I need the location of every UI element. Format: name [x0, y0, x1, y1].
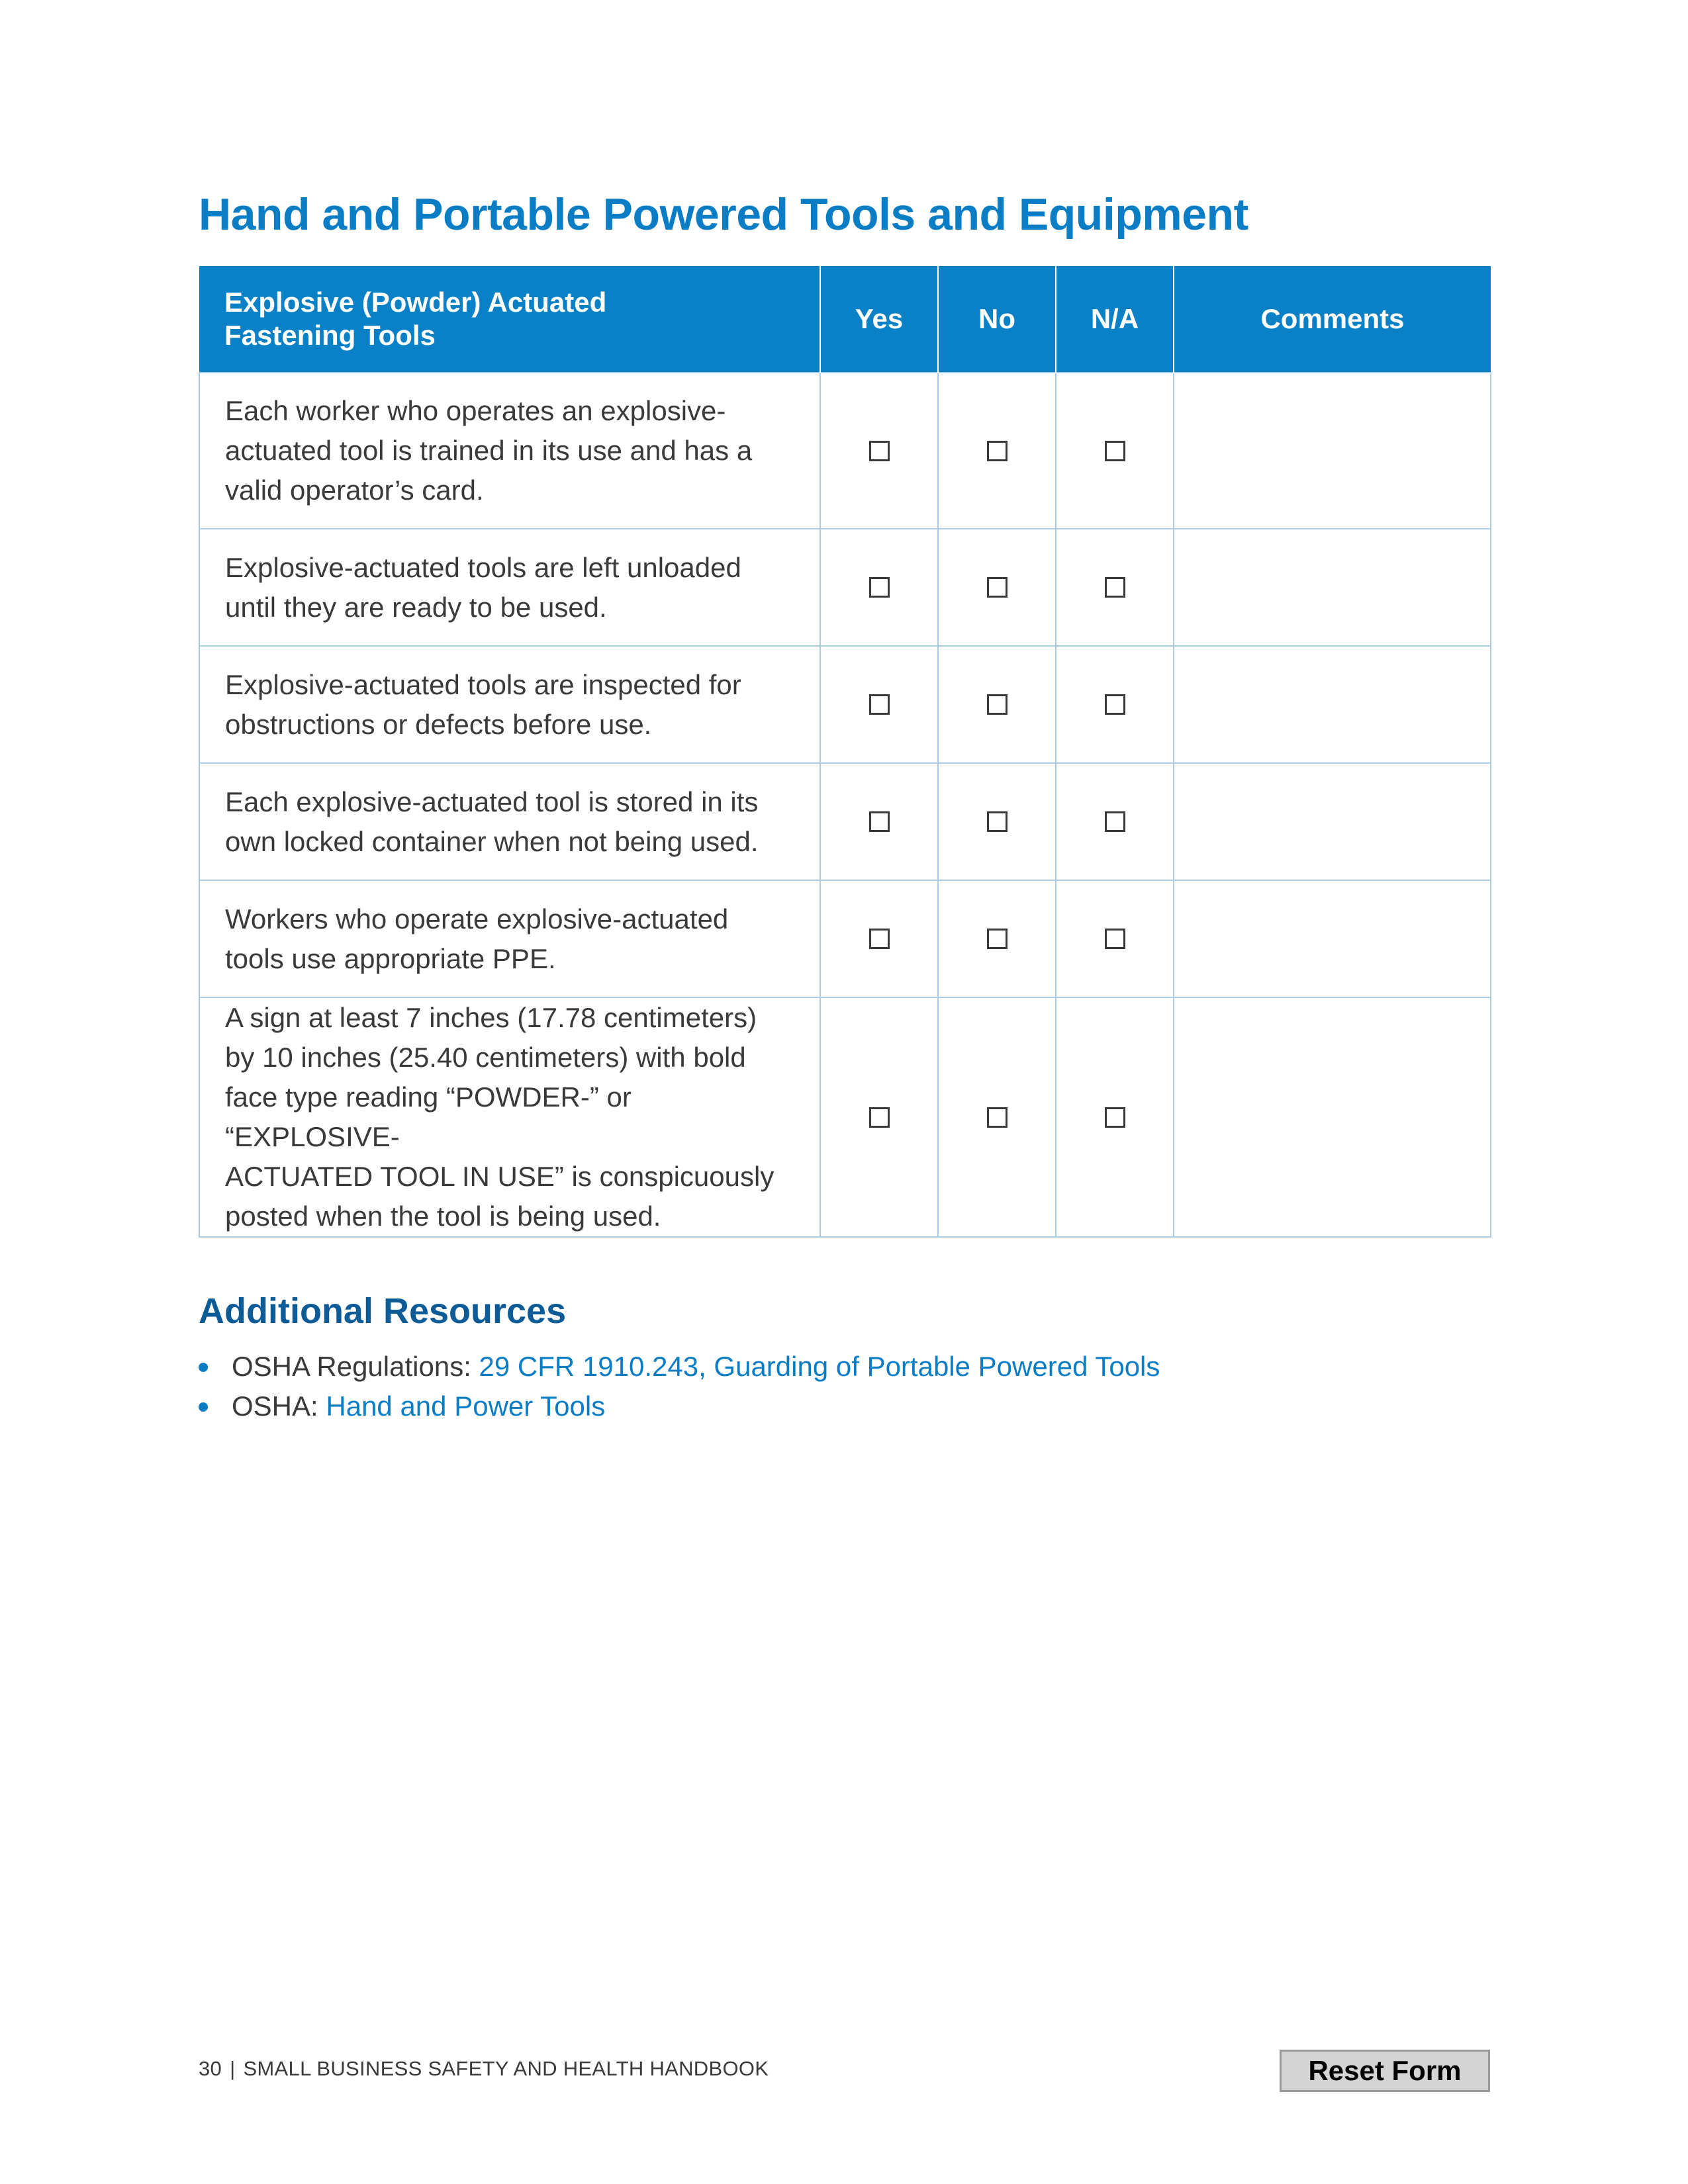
page-number: 30	[199, 2057, 222, 2080]
bullet-icon	[199, 1402, 208, 1412]
na-cell	[1056, 373, 1174, 529]
table-header-row	[199, 266, 1491, 373]
header-comments: Comments	[1174, 266, 1491, 373]
yes-checkbox[interactable]	[869, 694, 890, 715]
na-checkbox[interactable]	[1105, 1107, 1125, 1128]
no-cell	[938, 997, 1056, 1237]
item-text	[199, 529, 820, 646]
na-checkbox[interactable]	[1105, 441, 1125, 461]
header-yes: Yes	[820, 266, 938, 373]
no-checkbox[interactable]	[987, 811, 1008, 832]
na-checkbox[interactable]	[1105, 929, 1125, 949]
item-line: A sign at least 7 inches (17.78 centimeters)	[225, 1002, 757, 1033]
header-item-line1: Explosive (Powder) Actuated	[224, 287, 607, 318]
no-cell	[938, 646, 1056, 763]
comment-field[interactable]	[1174, 997, 1491, 1237]
yes-checkbox[interactable]	[869, 441, 890, 461]
reset-form-button[interactable]: Reset Form	[1280, 2050, 1490, 2092]
header-no: No	[938, 266, 1056, 373]
header-na: N/A	[1056, 266, 1174, 373]
item-text	[199, 997, 820, 1237]
item-text	[199, 880, 820, 997]
na-cell	[1056, 997, 1174, 1237]
page-title: Hand and Portable Powered Tools and Equipment	[199, 189, 1248, 240]
item-line: until they are ready to be used.	[225, 591, 607, 623]
comment-field[interactable]	[1174, 763, 1491, 880]
yes-cell	[820, 646, 938, 763]
item-text	[199, 373, 820, 529]
checklist-table	[199, 266, 1491, 1238]
header-item-line2: Fastening Tools	[224, 320, 436, 351]
yes-checkbox[interactable]	[869, 1107, 890, 1128]
yes-checkbox[interactable]	[869, 929, 890, 949]
resources-list	[199, 1347, 1160, 1426]
yes-checkbox[interactable]	[869, 811, 890, 832]
no-cell	[938, 529, 1056, 646]
yes-cell	[820, 529, 938, 646]
comment-field[interactable]	[1174, 646, 1491, 763]
item-line: ACTUATED TOOL IN USE” is conspicuously	[225, 1161, 774, 1192]
item-line: face type reading “POWDER-” or “EXPLOSIVE-	[225, 1081, 632, 1152]
na-cell	[1056, 646, 1174, 763]
yes-checkbox[interactable]	[869, 577, 890, 598]
item-line: Each worker who operates an explosive-	[225, 395, 726, 426]
yes-cell	[820, 763, 938, 880]
footer-separator: |	[230, 2057, 236, 2080]
item-line: Explosive-actuated tools are left unloaded	[225, 551, 741, 583]
resource-prefix: OSHA Regulations:	[232, 1351, 479, 1382]
bullet-icon	[199, 1363, 208, 1372]
table-row	[199, 997, 1491, 1237]
na-cell	[1056, 763, 1174, 880]
no-checkbox[interactable]	[987, 694, 1008, 715]
no-checkbox[interactable]	[987, 929, 1008, 949]
no-cell	[938, 880, 1056, 997]
page-footer	[199, 2057, 769, 2081]
list-item	[199, 1387, 1160, 1426]
item-line: tools use appropriate PPE.	[225, 942, 556, 974]
comment-field[interactable]	[1174, 529, 1491, 646]
na-checkbox[interactable]	[1105, 577, 1125, 598]
item-line: Explosive-actuated tools are inspected for	[225, 668, 741, 700]
table-row	[199, 529, 1491, 646]
comment-field[interactable]	[1174, 880, 1491, 997]
resource-link-portable-powered-tools[interactable]: 29 CFR 1910.243, Guarding of Portable Powered Tools	[479, 1351, 1160, 1382]
header-item-label	[199, 266, 820, 373]
no-checkbox[interactable]	[987, 577, 1008, 598]
footer-title: SMALL BUSINESS SAFETY AND HEALTH HANDBOOK	[243, 2057, 769, 2080]
item-line: Each explosive-actuated tool is stored in its	[225, 786, 759, 817]
yes-cell	[820, 880, 938, 997]
item-line: Workers who operate explosive-actuated	[225, 903, 729, 934]
na-checkbox[interactable]	[1105, 811, 1125, 832]
item-line: obstructions or defects before use.	[225, 708, 652, 740]
item-line: by 10 inches (25.40 centimeters) with bold	[225, 1042, 746, 1073]
resources-heading: Additional Resources	[199, 1291, 567, 1331]
table-row	[199, 763, 1491, 880]
no-cell	[938, 763, 1056, 880]
item-line: own locked container when not being used.	[225, 825, 759, 857]
yes-cell	[820, 997, 938, 1237]
item-line: posted when the tool is being used.	[225, 1201, 661, 1232]
na-cell	[1056, 529, 1174, 646]
yes-cell	[820, 373, 938, 529]
table-row	[199, 373, 1491, 529]
resource-prefix: OSHA:	[232, 1390, 326, 1422]
item-line: valid operator’s card.	[225, 475, 484, 506]
na-cell	[1056, 880, 1174, 997]
table-row	[199, 880, 1491, 997]
item-line: actuated tool is trained in its use and has a	[225, 435, 753, 466]
list-item	[199, 1347, 1160, 1387]
na-checkbox[interactable]	[1105, 694, 1125, 715]
no-cell	[938, 373, 1056, 529]
no-checkbox[interactable]	[987, 1107, 1008, 1128]
no-checkbox[interactable]	[987, 441, 1008, 461]
comment-field[interactable]	[1174, 373, 1491, 529]
resource-link-hand-and-power-tools[interactable]: Hand and Power Tools	[326, 1390, 606, 1422]
item-text	[199, 763, 820, 880]
item-text	[199, 646, 820, 763]
table-row	[199, 646, 1491, 763]
